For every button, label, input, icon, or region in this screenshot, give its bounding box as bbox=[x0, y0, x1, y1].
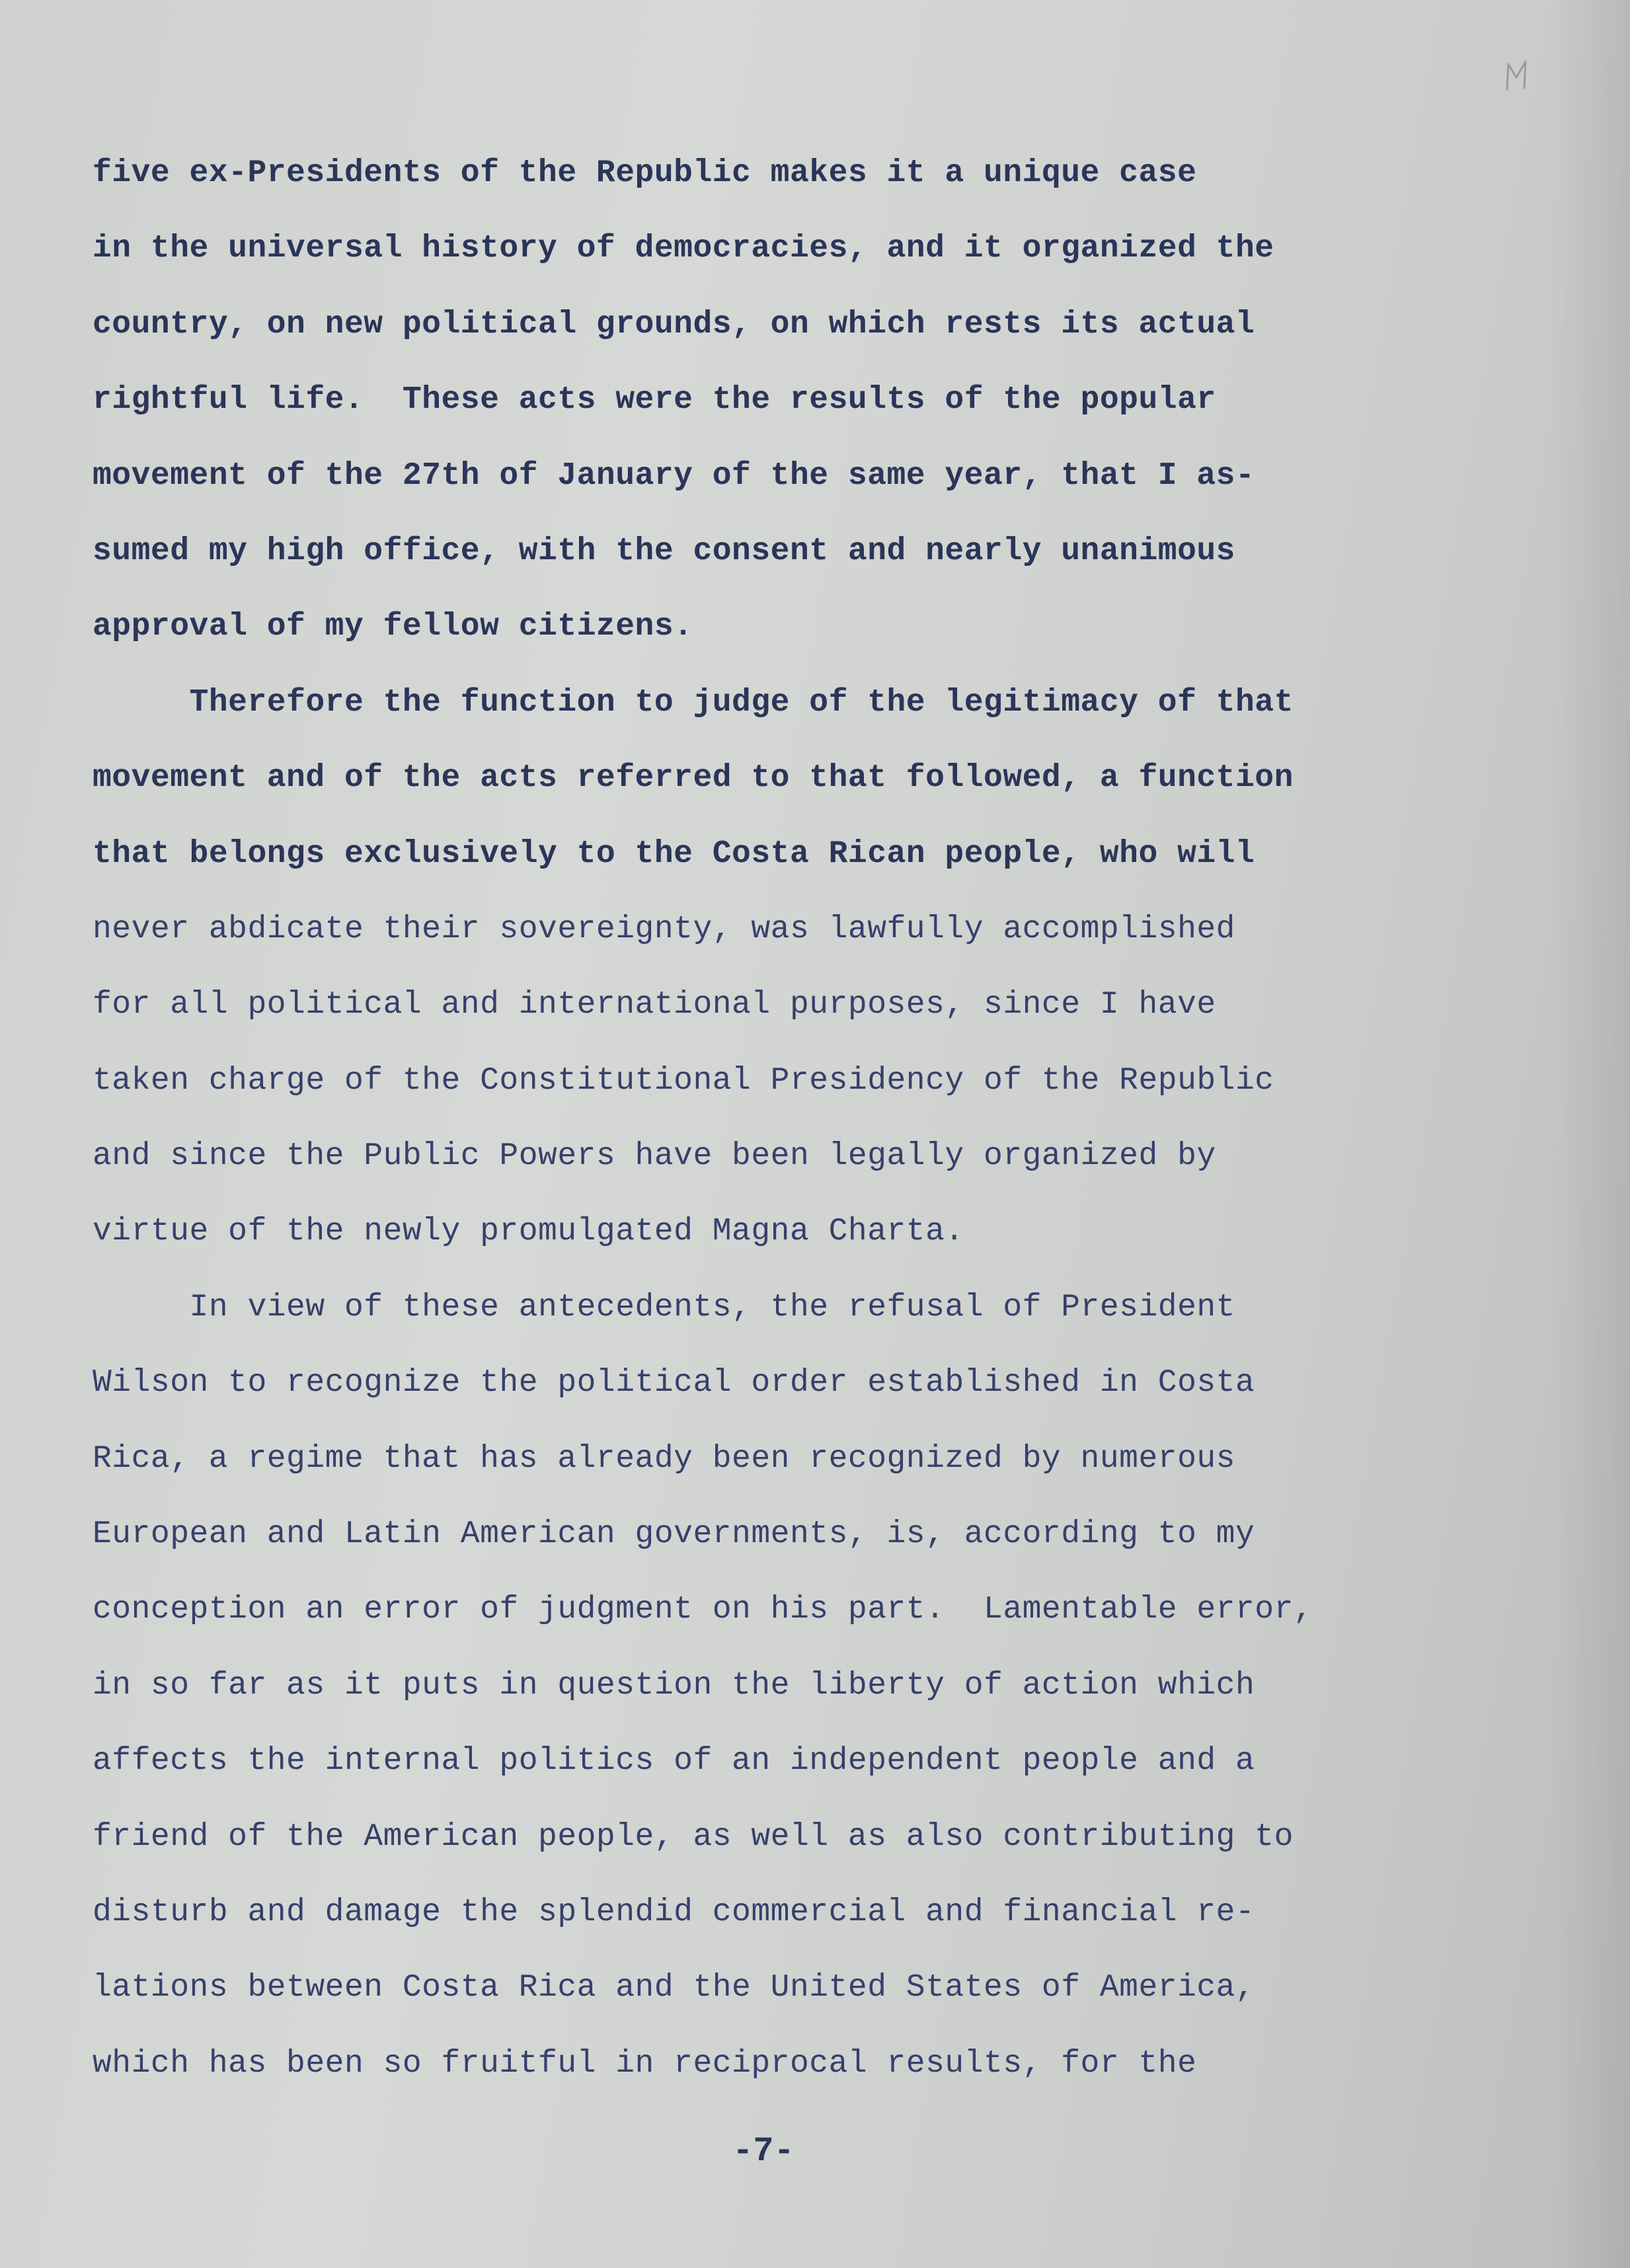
text-line: never abdicate their sovereignty, was lawfully accomplished bbox=[93, 911, 1235, 947]
text-line: five ex-Presidents of the Republic makes it a unique case bbox=[93, 155, 1197, 191]
pencil-mark-icon bbox=[1500, 56, 1533, 96]
text-line: friend of the American people, as well as also contributing to bbox=[93, 1818, 1294, 1855]
text-line: virtue of the newly promulgated Magna Charta. bbox=[93, 1214, 964, 1250]
text-line: affects the internal politics of an independent people and a bbox=[93, 1743, 1255, 1779]
text-line: In view of these antecedents, the refusal of President bbox=[93, 1289, 1235, 1325]
text-line: country, on new political grounds, on which rests its actual bbox=[93, 306, 1255, 342]
text-line: in so far as it puts in question the liberty of action which bbox=[93, 1667, 1255, 1703]
text-line: Wilson to recognize the political order established in Costa bbox=[93, 1365, 1255, 1401]
text-line: taken charge of the Constitutional Presidency of the Republic bbox=[93, 1062, 1274, 1099]
page-edge-shadow bbox=[1551, 0, 1630, 2268]
text-line: in the universal history of democracies, and it organized the bbox=[93, 231, 1274, 267]
text-line: Rica, a regime that has already been recognized by numerous bbox=[93, 1440, 1235, 1477]
text-line: sumed my high office, with the consent and nearly unanimous bbox=[93, 533, 1235, 569]
text-line: movement and of the acts referred to that followed, a function bbox=[93, 760, 1294, 797]
text-line: movement of the 27th of January of the same year, that I as- bbox=[93, 457, 1255, 494]
typed-text-body bbox=[93, 136, 1520, 2101]
text-line: and since the Public Powers have been legally organized by bbox=[93, 1138, 1216, 1175]
text-line: disturb and damage the splendid commercial and financial re- bbox=[93, 1894, 1255, 1930]
text-line: lations between Costa Rica and the United States of America, bbox=[93, 1970, 1255, 2006]
text-line: which has been so fruitful in reciprocal results, for the bbox=[93, 2045, 1197, 2082]
text-line: Therefore the function to judge of the legitimacy of that bbox=[93, 684, 1294, 721]
text-line: rightful life. These acts were the results of the popular bbox=[93, 382, 1216, 418]
text-line: European and Latin American governments, is, according to my bbox=[93, 1516, 1255, 1553]
text-line: approval of my fellow citizens. bbox=[93, 609, 693, 645]
text-line: for all political and international purposes, since I have bbox=[93, 987, 1216, 1023]
text-line: conception an error of judgment on his part. Lamentable error, bbox=[93, 1592, 1313, 1628]
page-number: -7- bbox=[732, 2132, 795, 2171]
text-line: that belongs exclusively to the Costa Rican people, who will bbox=[93, 836, 1255, 872]
